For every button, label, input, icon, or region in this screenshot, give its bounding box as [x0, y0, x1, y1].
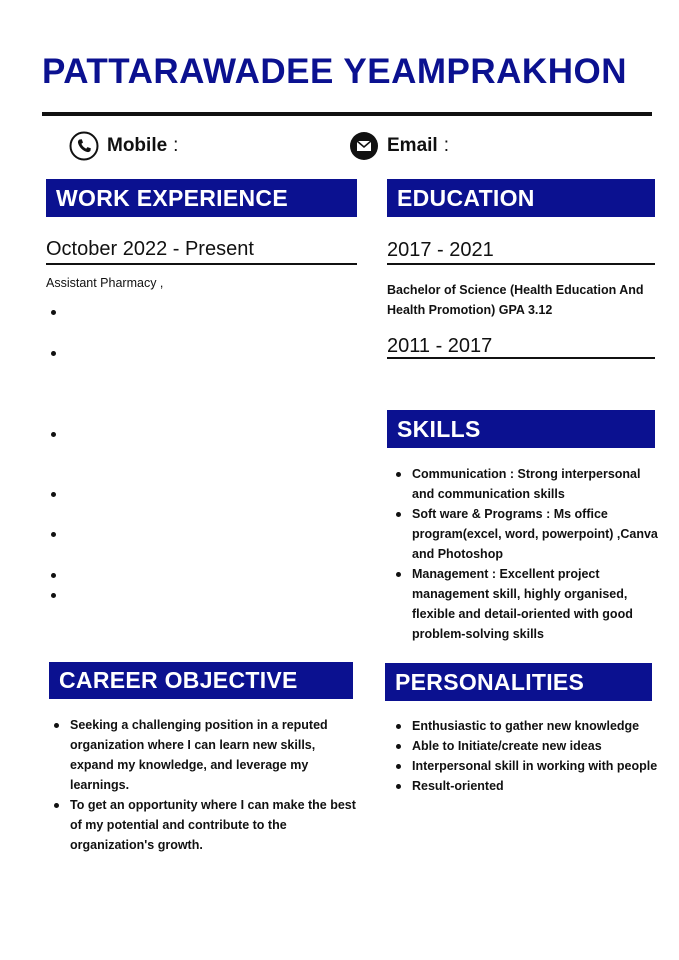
work-bullet — [51, 532, 56, 537]
personality-item: Interpersonal skill in working with people — [388, 756, 673, 776]
mobile-separator: : — [173, 135, 179, 156]
work-bullet — [51, 593, 56, 598]
objective-item: To get an opportunity where I can make the best of my potential and contribute to the organization's growth. — [46, 795, 356, 855]
work-role: Assistant Pharmacy , — [46, 276, 164, 290]
education-period: 2011 - 2017 — [387, 335, 493, 357]
education-period-underline — [387, 357, 655, 359]
skill-item: Management : Excellent project management skill, highly organised, flexible and detail-oriented with good problem-solving skills — [388, 564, 664, 644]
email-label: Email — [387, 135, 438, 156]
work-experience-heading: WORK EXPERIENCE — [46, 179, 357, 217]
work-bullet — [51, 432, 56, 437]
mobile-contact — [69, 131, 178, 161]
personality-item: Result-oriented — [388, 776, 673, 796]
skill-item: Soft ware & Programs : Ms office program(excel, word, powerpoint) ,Canva and Photoshop — [388, 504, 664, 564]
envelope-icon — [349, 131, 379, 161]
header-divider — [42, 112, 652, 116]
career-objective-heading: CAREER OBJECTIVE — [49, 662, 353, 699]
phone-icon — [69, 131, 99, 161]
work-period-underline — [46, 263, 357, 265]
personality-item: Enthusiastic to gather new knowledge — [388, 716, 673, 736]
work-bullet — [51, 492, 56, 497]
work-period: October 2022 - Present — [46, 238, 254, 260]
work-bullet — [51, 573, 56, 578]
career-objective-list — [46, 715, 356, 855]
mobile-label: Mobile — [107, 135, 168, 156]
education-heading: EDUCATION — [387, 179, 655, 217]
objective-item: Seeking a challenging position in a reputed organization where I can learn new skills, expand my knowledge, and leverage my learnings. — [46, 715, 356, 795]
personalities-list — [388, 716, 673, 796]
email-separator: : — [443, 135, 449, 156]
skills-list — [388, 464, 664, 644]
education-period-underline — [387, 263, 655, 265]
personalities-heading: PERSONALITIES — [385, 663, 652, 701]
work-bullet — [51, 310, 56, 315]
work-bullet — [51, 351, 56, 356]
personality-item: Able to Initiate/create new ideas — [388, 736, 673, 756]
skill-item: Communication : Strong interpersonal and communication skills — [388, 464, 664, 504]
candidate-name: PATTARAWADEE YEAMPRAKHON — [42, 52, 627, 91]
email-contact — [349, 131, 449, 161]
education-detail: Bachelor of Science (Health Education And Health Promotion) GPA 3.12 — [387, 283, 644, 317]
education-period: 2017 - 2021 — [387, 239, 494, 261]
skills-heading: SKILLS — [387, 410, 655, 448]
